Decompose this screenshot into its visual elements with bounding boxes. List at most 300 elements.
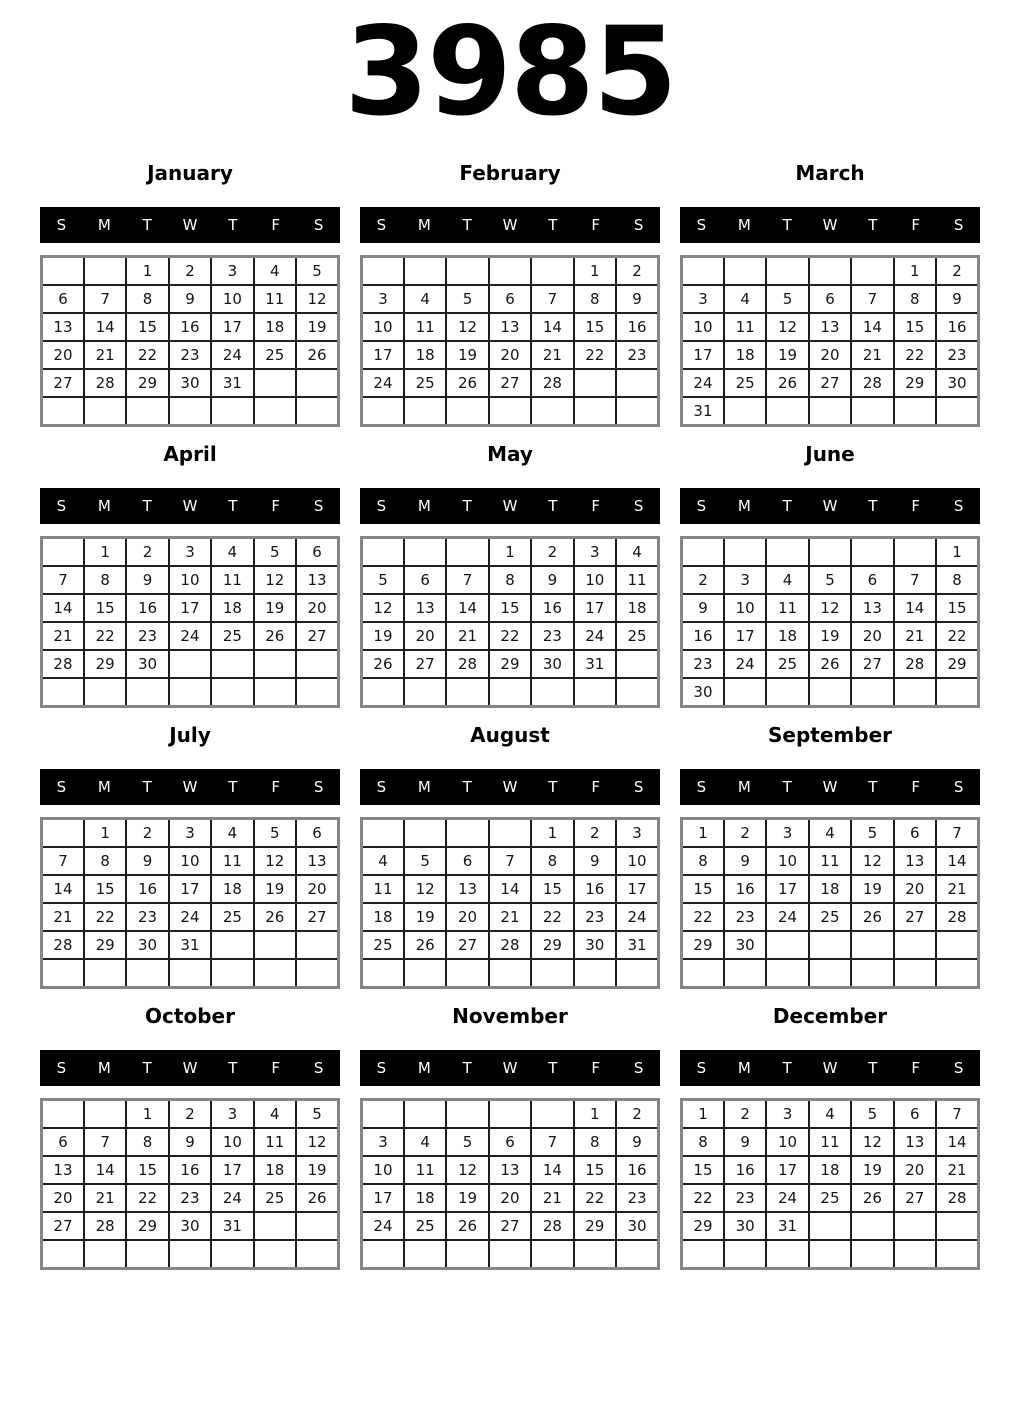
month-november (360, 1003, 660, 1270)
day-cell: 10 (616, 847, 658, 875)
day-cell: 3 (362, 285, 404, 313)
week-row (42, 1184, 339, 1212)
day-cell: 6 (809, 285, 851, 313)
day-cell: 17 (211, 313, 253, 341)
day-cell: 6 (489, 285, 531, 313)
empty-day-cell (809, 959, 851, 988)
empty-day-cell (84, 959, 126, 988)
day-cell: 26 (446, 1212, 488, 1240)
weekday-label: M (737, 778, 751, 797)
day-cell: 13 (894, 847, 936, 875)
day-cell: 18 (404, 1184, 446, 1212)
weekday-label: T (548, 778, 558, 797)
month-title: March (795, 161, 865, 186)
day-cell: 15 (574, 1156, 616, 1184)
weekday-label: T (548, 497, 558, 516)
day-cell: 26 (362, 650, 404, 678)
day-cell: 14 (936, 1128, 978, 1156)
week-row (362, 369, 659, 397)
day-cell: 23 (616, 1184, 658, 1212)
day-cell: 31 (766, 1212, 808, 1240)
empty-day-cell (766, 678, 808, 707)
empty-day-cell (84, 397, 126, 426)
week-row (42, 1156, 339, 1184)
week-row (682, 1240, 979, 1269)
weekday-label: S (953, 216, 964, 235)
day-cell: 15 (126, 1156, 168, 1184)
day-cell: 15 (682, 1156, 724, 1184)
day-cell: 11 (211, 847, 253, 875)
day-cell: 13 (42, 313, 84, 341)
day-cell: 22 (682, 903, 724, 931)
week-row (42, 1240, 339, 1269)
day-cell: 8 (489, 566, 531, 594)
empty-day-cell (616, 650, 658, 678)
weekday-label: W (502, 1059, 518, 1078)
weekday-label: S (376, 497, 387, 516)
day-cell: 2 (574, 819, 616, 848)
week-row (682, 650, 979, 678)
day-cell: 19 (446, 341, 488, 369)
day-cell: 25 (404, 1212, 446, 1240)
empty-day-cell (894, 678, 936, 707)
day-cell: 16 (616, 313, 658, 341)
empty-day-cell (682, 959, 724, 988)
day-cell: 2 (169, 1100, 211, 1129)
week-row (682, 1184, 979, 1212)
day-cell: 29 (84, 650, 126, 678)
day-cell: 9 (169, 1128, 211, 1156)
empty-day-cell (404, 819, 446, 848)
empty-day-cell (809, 931, 851, 959)
day-cell: 9 (616, 285, 658, 313)
day-cell: 22 (574, 1184, 616, 1212)
day-cell: 17 (362, 1184, 404, 1212)
empty-day-cell (446, 538, 488, 567)
day-cell: 16 (724, 1156, 766, 1184)
day-cell: 31 (169, 931, 211, 959)
day-cell: 29 (682, 1212, 724, 1240)
day-cell: 1 (531, 819, 573, 848)
empty-day-cell (894, 1212, 936, 1240)
day-cell: 29 (682, 931, 724, 959)
day-cell: 1 (84, 538, 126, 567)
day-cell: 9 (724, 1128, 766, 1156)
day-cell: 26 (851, 1184, 893, 1212)
weekday-label: S (313, 1059, 324, 1078)
day-cell: 3 (766, 819, 808, 848)
weekday-label: M (417, 497, 431, 516)
weekday-label: M (737, 216, 751, 235)
day-cell: 3 (169, 538, 211, 567)
day-cell: 9 (616, 1128, 658, 1156)
day-cell: 5 (362, 566, 404, 594)
day-cell: 5 (766, 285, 808, 313)
empty-day-cell (362, 538, 404, 567)
month-september (680, 722, 980, 989)
day-cell: 7 (936, 819, 978, 848)
day-cell: 2 (616, 1100, 658, 1129)
empty-day-cell (489, 959, 531, 988)
empty-day-cell (724, 257, 766, 286)
day-cell: 14 (42, 594, 84, 622)
month-days-table (360, 1098, 660, 1270)
empty-day-cell (616, 369, 658, 397)
day-cell: 18 (362, 903, 404, 931)
weekday-label: W (182, 1059, 198, 1078)
day-cell: 22 (126, 341, 168, 369)
day-cell: 17 (574, 594, 616, 622)
month-days-table (680, 1098, 980, 1270)
empty-day-cell (766, 959, 808, 988)
day-cell: 8 (126, 285, 168, 313)
day-cell: 11 (254, 1128, 296, 1156)
weekday-label: W (502, 778, 518, 797)
empty-day-cell (574, 1240, 616, 1269)
day-cell: 4 (616, 538, 658, 567)
empty-day-cell (724, 678, 766, 707)
day-cell: 25 (404, 369, 446, 397)
empty-day-cell (296, 678, 338, 707)
weekday-header (40, 1050, 340, 1086)
day-cell: 14 (84, 313, 126, 341)
week-row (682, 819, 979, 848)
day-cell: 15 (126, 313, 168, 341)
week-row (42, 313, 339, 341)
day-cell: 19 (404, 903, 446, 931)
day-cell: 10 (211, 285, 253, 313)
day-cell: 28 (42, 931, 84, 959)
empty-day-cell (404, 1240, 446, 1269)
day-cell: 4 (766, 566, 808, 594)
day-cell: 23 (682, 650, 724, 678)
empty-day-cell (724, 959, 766, 988)
day-cell: 1 (936, 538, 978, 567)
week-row (362, 931, 659, 959)
weekday-label: S (953, 778, 964, 797)
month-title: January (147, 161, 233, 186)
day-cell: 29 (936, 650, 978, 678)
day-cell: 5 (446, 285, 488, 313)
month-title: July (169, 723, 211, 748)
day-cell: 30 (724, 1212, 766, 1240)
day-cell: 20 (446, 903, 488, 931)
empty-day-cell (446, 678, 488, 707)
empty-day-cell (851, 257, 893, 286)
week-row (42, 1128, 339, 1156)
empty-day-cell (254, 1240, 296, 1269)
empty-day-cell (254, 1212, 296, 1240)
day-cell: 28 (851, 369, 893, 397)
empty-day-cell (84, 257, 126, 286)
week-row (42, 257, 339, 286)
weekday-label: T (868, 778, 878, 797)
day-cell: 21 (936, 1156, 978, 1184)
day-cell: 14 (531, 1156, 573, 1184)
day-cell: 2 (724, 819, 766, 848)
empty-day-cell (362, 819, 404, 848)
day-cell: 10 (362, 1156, 404, 1184)
weekday-label: F (271, 216, 281, 235)
day-cell: 30 (574, 931, 616, 959)
week-row (42, 285, 339, 313)
weekday-label: M (737, 497, 751, 516)
day-cell: 13 (894, 1128, 936, 1156)
weekday-label: T (548, 1059, 558, 1078)
day-cell: 25 (766, 650, 808, 678)
day-cell: 20 (296, 594, 338, 622)
day-cell: 18 (254, 1156, 296, 1184)
empty-day-cell (126, 678, 168, 707)
weekday-label: S (633, 778, 644, 797)
week-row (362, 538, 659, 567)
day-cell: 20 (851, 622, 893, 650)
empty-day-cell (809, 1240, 851, 1269)
day-cell: 3 (682, 285, 724, 313)
empty-day-cell (766, 257, 808, 286)
weekday-label: S (633, 1059, 644, 1078)
day-cell: 10 (724, 594, 766, 622)
day-cell: 18 (254, 313, 296, 341)
day-cell: 29 (126, 1212, 168, 1240)
weekday-label: F (271, 1059, 281, 1078)
weekday-label: T (462, 497, 472, 516)
day-cell: 18 (766, 622, 808, 650)
empty-day-cell (254, 959, 296, 988)
day-cell: 1 (682, 1100, 724, 1129)
day-cell: 23 (126, 903, 168, 931)
empty-day-cell (296, 650, 338, 678)
day-cell: 6 (489, 1128, 531, 1156)
month-days-table (360, 255, 660, 427)
day-cell: 21 (84, 341, 126, 369)
day-cell: 24 (724, 650, 766, 678)
empty-day-cell (809, 397, 851, 426)
day-cell: 1 (489, 538, 531, 567)
month-days-table (40, 1098, 340, 1270)
week-row (42, 650, 339, 678)
empty-day-cell (489, 1100, 531, 1129)
week-row (42, 847, 339, 875)
month-march (680, 160, 980, 427)
day-cell: 23 (724, 903, 766, 931)
empty-day-cell (489, 819, 531, 848)
day-cell: 9 (126, 847, 168, 875)
weekday-label: M (97, 216, 111, 235)
day-cell: 13 (489, 313, 531, 341)
day-cell: 1 (894, 257, 936, 286)
day-cell: 15 (84, 875, 126, 903)
weekday-label: S (56, 216, 67, 235)
day-cell: 13 (42, 1156, 84, 1184)
week-row (42, 341, 339, 369)
month-title: September (768, 723, 892, 748)
day-cell: 16 (616, 1156, 658, 1184)
weekday-label: S (696, 497, 707, 516)
week-row (42, 566, 339, 594)
day-cell: 16 (682, 622, 724, 650)
empty-day-cell (851, 1240, 893, 1269)
day-cell: 13 (809, 313, 851, 341)
day-cell: 25 (809, 1184, 851, 1212)
day-cell: 10 (766, 847, 808, 875)
week-row (42, 819, 339, 848)
month-title: April (163, 442, 217, 467)
day-cell: 22 (126, 1184, 168, 1212)
day-cell: 26 (446, 369, 488, 397)
week-row (362, 959, 659, 988)
weekday-label: T (228, 778, 238, 797)
empty-day-cell (531, 1100, 573, 1129)
empty-day-cell (404, 959, 446, 988)
weekday-label: S (696, 216, 707, 235)
day-cell: 19 (809, 622, 851, 650)
day-cell: 25 (211, 903, 253, 931)
empty-day-cell (894, 397, 936, 426)
weekday-header (680, 488, 980, 524)
weekday-label: T (868, 216, 878, 235)
empty-day-cell (296, 1212, 338, 1240)
day-cell: 10 (574, 566, 616, 594)
empty-day-cell (362, 397, 404, 426)
day-cell: 29 (126, 369, 168, 397)
week-row (682, 1156, 979, 1184)
day-cell: 14 (42, 875, 84, 903)
day-cell: 25 (809, 903, 851, 931)
weekday-label: T (782, 216, 792, 235)
day-cell: 7 (489, 847, 531, 875)
empty-day-cell (446, 819, 488, 848)
empty-day-cell (211, 959, 253, 988)
month-june (680, 441, 980, 708)
week-row (42, 622, 339, 650)
empty-day-cell (404, 538, 446, 567)
day-cell: 23 (616, 341, 658, 369)
weekday-label: W (502, 216, 518, 235)
day-cell: 28 (936, 903, 978, 931)
day-cell: 2 (724, 1100, 766, 1129)
weekday-label: M (417, 778, 431, 797)
empty-day-cell (489, 397, 531, 426)
day-cell: 18 (211, 594, 253, 622)
day-cell: 23 (574, 903, 616, 931)
day-cell: 8 (574, 1128, 616, 1156)
day-cell: 4 (211, 819, 253, 848)
day-cell: 3 (362, 1128, 404, 1156)
weekday-label: T (228, 216, 238, 235)
month-title: June (805, 442, 855, 467)
day-cell: 22 (894, 341, 936, 369)
day-cell: 30 (682, 678, 724, 707)
day-cell: 10 (169, 566, 211, 594)
day-cell: 5 (851, 819, 893, 848)
day-cell: 6 (894, 1100, 936, 1129)
week-row (362, 1184, 659, 1212)
day-cell: 27 (296, 622, 338, 650)
day-cell: 25 (724, 369, 766, 397)
day-cell: 27 (894, 903, 936, 931)
day-cell: 12 (296, 1128, 338, 1156)
week-row (362, 819, 659, 848)
empty-day-cell (851, 931, 893, 959)
week-row (682, 1100, 979, 1129)
weekday-header (680, 1050, 980, 1086)
day-cell: 26 (851, 903, 893, 931)
day-cell: 22 (682, 1184, 724, 1212)
empty-day-cell (42, 538, 84, 567)
day-cell: 17 (211, 1156, 253, 1184)
empty-day-cell (211, 1240, 253, 1269)
day-cell: 13 (489, 1156, 531, 1184)
day-cell: 27 (809, 369, 851, 397)
empty-day-cell (851, 397, 893, 426)
weekday-label: S (376, 216, 387, 235)
week-row (362, 285, 659, 313)
day-cell: 31 (574, 650, 616, 678)
day-cell: 23 (936, 341, 978, 369)
week-row (682, 566, 979, 594)
empty-day-cell (936, 1212, 978, 1240)
week-row (682, 622, 979, 650)
day-cell: 9 (936, 285, 978, 313)
empty-day-cell (84, 678, 126, 707)
day-cell: 2 (936, 257, 978, 286)
calendar-page (0, 2, 1020, 1270)
empty-day-cell (809, 257, 851, 286)
week-row (362, 847, 659, 875)
week-row (362, 875, 659, 903)
day-cell: 16 (531, 594, 573, 622)
day-cell: 7 (851, 285, 893, 313)
empty-day-cell (531, 257, 573, 286)
day-cell: 26 (766, 369, 808, 397)
day-cell: 31 (616, 931, 658, 959)
weekday-label: T (868, 497, 878, 516)
week-row (42, 931, 339, 959)
week-row (362, 257, 659, 286)
weekday-label: S (313, 778, 324, 797)
day-cell: 7 (531, 1128, 573, 1156)
day-cell: 4 (254, 1100, 296, 1129)
weekday-header (40, 207, 340, 243)
day-cell: 16 (574, 875, 616, 903)
day-cell: 3 (616, 819, 658, 848)
day-cell: 6 (894, 819, 936, 848)
empty-day-cell (362, 1240, 404, 1269)
day-cell: 2 (682, 566, 724, 594)
week-row (682, 959, 979, 988)
week-row (42, 594, 339, 622)
empty-day-cell (42, 1240, 84, 1269)
month-july (40, 722, 340, 989)
day-cell: 9 (724, 847, 766, 875)
weekday-label: S (696, 778, 707, 797)
month-title: August (470, 723, 550, 748)
empty-day-cell (254, 931, 296, 959)
day-cell: 1 (574, 1100, 616, 1129)
month-days-table (40, 536, 340, 708)
empty-day-cell (489, 1240, 531, 1269)
day-cell: 6 (446, 847, 488, 875)
empty-day-cell (574, 678, 616, 707)
day-cell: 19 (851, 1156, 893, 1184)
day-cell: 12 (446, 1156, 488, 1184)
week-row (362, 1212, 659, 1240)
day-cell: 21 (531, 1184, 573, 1212)
empty-day-cell (851, 538, 893, 567)
empty-day-cell (616, 397, 658, 426)
weekday-label: W (822, 216, 838, 235)
